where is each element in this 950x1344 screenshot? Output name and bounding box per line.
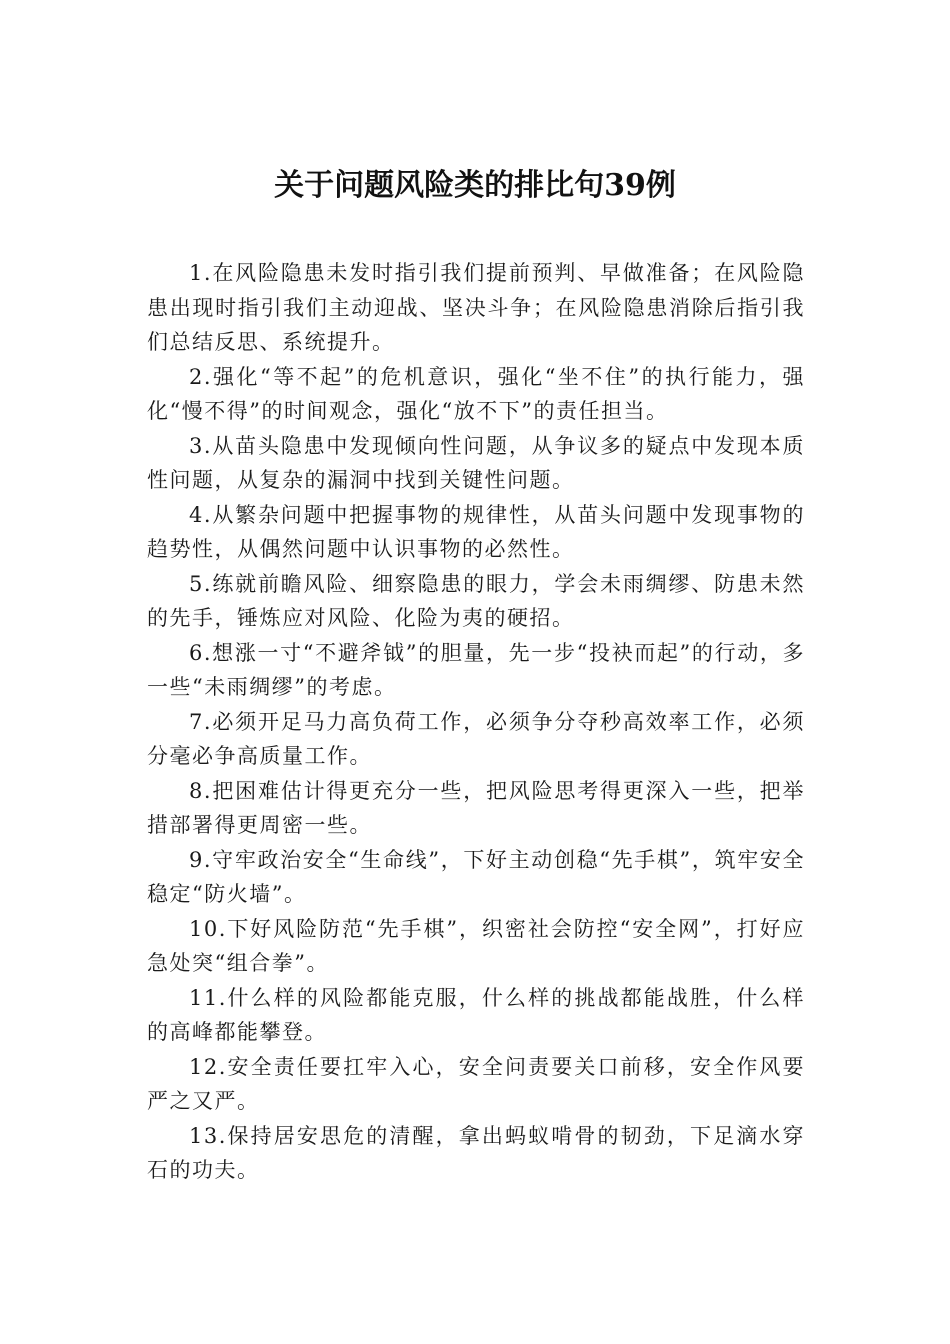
list-item: 2.强化“等不起”的危机意识，强化“坐不住”的执行能力，强化“慢不得”的时间观念，强化“放不下”的责任担当。 (147, 364, 805, 423)
list-item: 11.什么样的风险都能克服，什么样的挑战都能战胜，什么样的高峰都能攀登。 (147, 985, 805, 1044)
list-item: 10.下好风险防范“先手棋”，织密社会防控“安全网”，打好应急处突“组合拳”。 (147, 916, 805, 975)
list-item: 13.保持居安思危的清醒，拿出蚂蚁啃骨的韧劲，下足滴水穿石的功夫。 (147, 1123, 805, 1182)
list-item: 9.守牢政治安全“生命线”，下好主动创稳“先手棋”，筑牢安全稳定“防火墙”。 (147, 847, 805, 906)
document-title: 关于问题风险类的排比句39例 (274, 168, 676, 203)
list-item: 12.安全责任要扛牢入心，安全问责要关口前移，安全作风要严之又严。 (147, 1054, 805, 1113)
list-item: 7.必须开足马力高负荷工作，必须争分夺秒高效率工作，必须分毫必争高质量工作。 (147, 709, 805, 768)
document-body (147, 256, 805, 1188)
list-item: 1.在风险隐患未发时指引我们提前预判、早做准备；在风险隐患出现时指引我们主动迎战、坚决斗争；在风险隐患消除后指引我们总结反思、系统提升。 (147, 261, 805, 354)
list-item: 5.练就前瞻风险、细察隐患的眼力，学会未雨绸缪、防患未然的先手，锤炼应对风险、化险为夷的硬招。 (147, 571, 805, 630)
list-item: 8.把困难估计得更充分一些，把风险思考得更深入一些，把举措部署得更周密一些。 (147, 778, 805, 837)
list-item: 3.从苗头隐患中发现倾向性问题，从争议多的疑点中发现本质性问题，从复杂的漏洞中找到关键性问题。 (147, 433, 805, 492)
list-item: 6.想涨一寸“不避斧钺”的胆量，先一步“投袂而起”的行动，多一些“未雨绸缪”的考虑。 (147, 640, 805, 699)
list-item: 4.从繁杂问题中把握事物的规律性，从苗头问题中发现事物的趋势性，从偶然问题中认识事物的必然性。 (147, 502, 805, 561)
